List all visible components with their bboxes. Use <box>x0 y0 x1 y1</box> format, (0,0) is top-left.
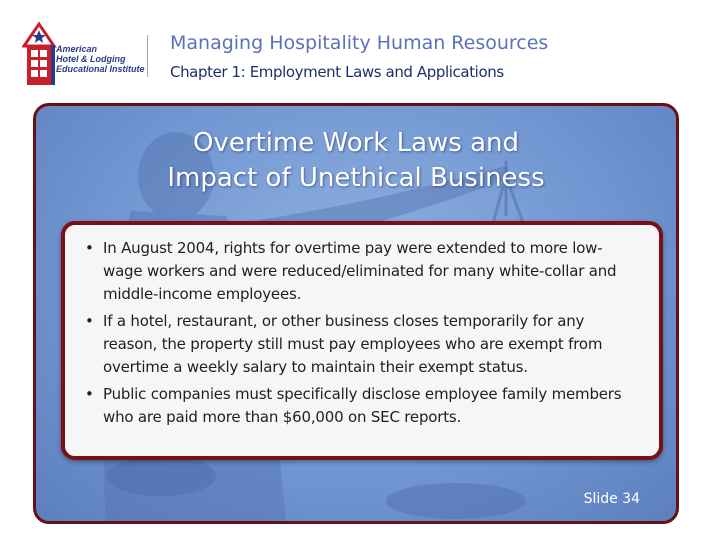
bullet-icon: • <box>85 312 94 330</box>
logo-line: Educational Institute <box>56 64 145 74</box>
bullet-item <box>85 310 641 379</box>
bullet-item <box>85 237 641 306</box>
logo-line: American <box>56 44 98 54</box>
bullet-text: In August 2004, rights for overtime pay were extended to more low-wage workers and were reduced/eliminated for many white-collar and middle-income employees. <box>103 239 617 303</box>
slide-title <box>36 126 676 196</box>
bullet-list <box>85 237 641 429</box>
bullet-item <box>85 383 641 429</box>
slide-title-line: Impact of Unethical Business <box>167 163 545 193</box>
course-title: Managing Hospitality Human Resources <box>170 32 549 54</box>
bullet-icon: • <box>85 385 94 403</box>
header-divider <box>147 35 148 77</box>
logo-line: Hotel & Lodging <box>56 54 126 64</box>
slide-header <box>0 0 720 100</box>
logo-wordmark <box>56 44 145 74</box>
ahlei-logo <box>22 18 145 90</box>
content-box <box>61 221 663 460</box>
slide-number: Slide 34 <box>583 491 640 507</box>
bullet-text: Public companies must specifically disclose employee family members who are paid more than $60,000 on SEC reports. <box>103 385 622 426</box>
chapter-title: Chapter 1: Employment Laws and Applications <box>170 63 504 81</box>
bullet-icon: • <box>85 239 94 257</box>
slide-title-line: Overtime Work Laws and <box>192 128 520 158</box>
slide-frame <box>33 103 679 524</box>
bullet-text: If a hotel, restaurant, or other business closes temporarily for any reason, the property still must pay employees who are exempt from overtime a weekly salary to maintain their exempt status. <box>103 312 603 376</box>
